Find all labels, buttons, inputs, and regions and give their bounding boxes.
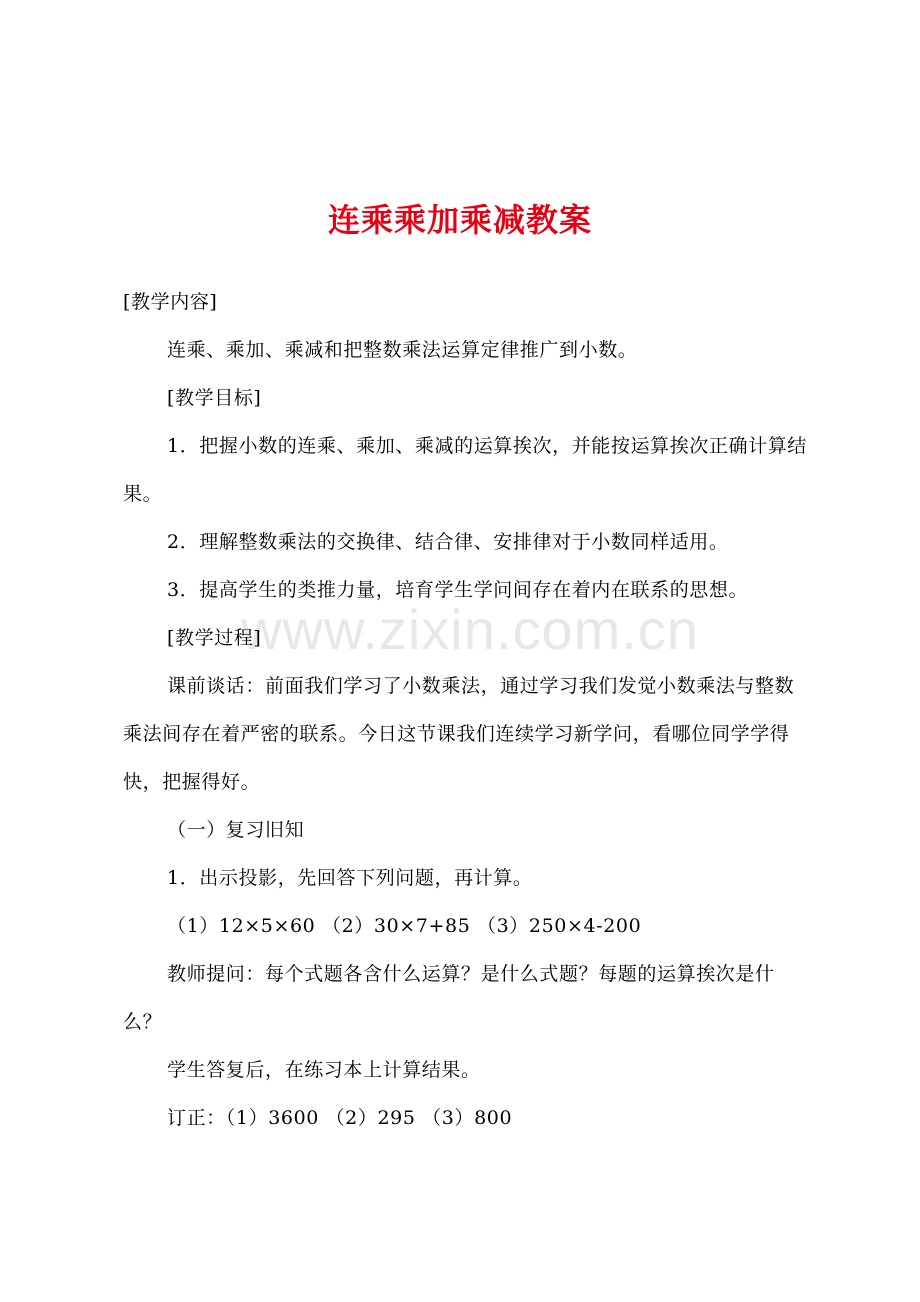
objective-item-2: 2．理解整数乘法的交换律、结合律、安排律对于小数同样适用。 bbox=[167, 531, 729, 553]
review-exercises: （1）12×5×60 （2）30×7+85 （3）250×4-200 bbox=[167, 915, 642, 937]
teacher-question: 教师提问：每个式题各含什么运算？是什么式题？每题的运算挨次是什么？ bbox=[123, 963, 775, 1033]
objective-item-3: 3．提高学生的类推力量，培育学生学问间存在着内在联系的思想。 bbox=[167, 579, 749, 601]
subsection-heading-review: （一）复习旧知 bbox=[167, 819, 305, 841]
student-answer: 学生答复后，在练习本上计算结果。 bbox=[167, 1059, 481, 1081]
watermark: www.zixin.com.cn bbox=[241, 598, 699, 661]
paragraph-pre-class-talk: 课前谈话：前面我们学习了小数乘法，通过学习我们发觉小数乘法与整数乘法间存在着严密的联系。今日这节课我们连续学习新学问，看哪位同学学得快，把握得好。 bbox=[123, 675, 795, 793]
document-title: 连乘乘加乘减教案 bbox=[327, 201, 592, 239]
section-heading-process: [教学过程] bbox=[167, 627, 262, 649]
paragraph-content: 连乘、乘加、乘减和把整数乘法运算定律推广到小数。 bbox=[167, 339, 638, 361]
correction-answers: 订正：（1）3600 （2）295 （3）800 bbox=[167, 1107, 513, 1129]
objective-item-1: 1．把握小数的连乘、乘加、乘减的运算挨次，并能按运算挨次正确计算结果。 bbox=[123, 435, 807, 505]
section-heading-objectives: [教学目标] bbox=[167, 387, 262, 409]
section-heading-content: [教学内容] bbox=[123, 291, 218, 313]
document-body bbox=[123, 278, 813, 1142]
review-step-1: 1．出示投影，先回答下列问题，再计算。 bbox=[167, 867, 533, 889]
